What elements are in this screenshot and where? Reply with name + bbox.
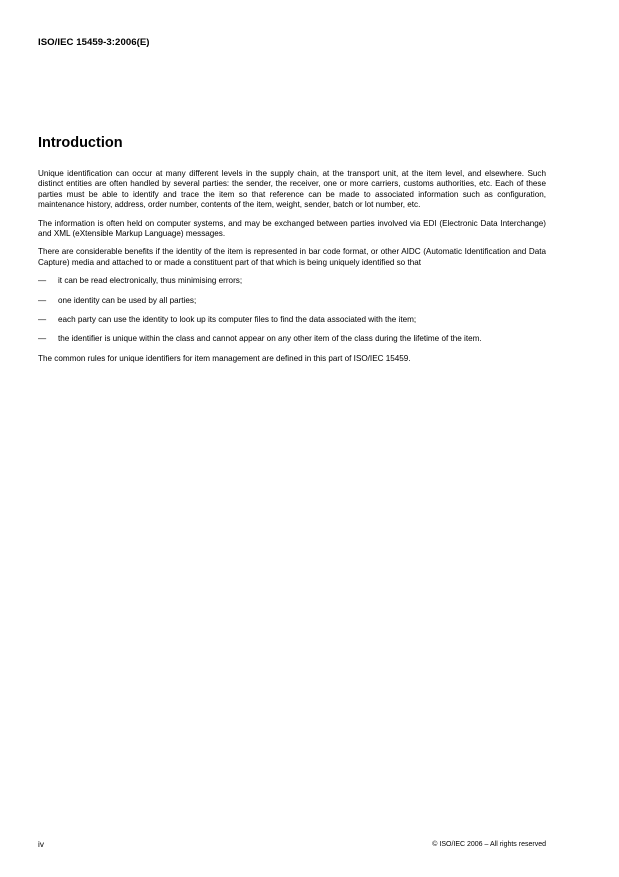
section-title: Introduction	[38, 135, 123, 151]
dash-bullet: —	[38, 295, 47, 305]
dash-bullet: —	[38, 276, 47, 286]
list-item-text: it can be read electronically, thus minimising errors;	[58, 276, 243, 286]
list-item	[38, 334, 546, 344]
document-id-header: ISO/IEC 15459-3:2006(E)	[38, 37, 150, 48]
list-item	[38, 276, 546, 286]
section-body	[38, 169, 546, 372]
benefits-list	[38, 276, 546, 345]
list-item-text: the identifier is unique within the class and cannot appear on any other item of the class during the lifetime of the item.	[58, 334, 482, 344]
dash-bullet: —	[38, 315, 47, 325]
intro-paragraph-1: Unique identification can occur at many different levels in the supply chain, at the transport unit, at the item level, and elsewhere. Such distinct entities are often handled by several parties: the sender, the receiver, one or more carriers, customs authorities, etc. Each of these parties must be able to identify and trace the item so that reference can be made to associated information such as configuration, maintenance history, address, order number, contents of the item, weight, sender, batch or lot number, etc.	[38, 169, 546, 210]
list-item-text: one identity can be used by all parties;	[58, 295, 197, 305]
intro-paragraph-3: There are considerable benefits if the identity of the item is represented in bar code format, or other AIDC (Automatic Identification and Data Capture) media and attached to or made a constituent part of that which is being uniquely identified so that	[38, 247, 546, 267]
list-item	[38, 296, 546, 306]
copyright-notice: © ISO/IEC 2006 – All rights reserved	[432, 841, 546, 848]
closing-paragraph: The common rules for unique identifiers for item management are defined in this part of ISO/IEC 15459.	[38, 353, 411, 363]
list-item	[38, 315, 546, 325]
dash-bullet: —	[38, 334, 47, 344]
list-item-text: each party can use the identity to look up its computer files to find the data associated with the item;	[58, 315, 417, 325]
intro-paragraph-2: The information is often held on computer systems, and may be exchanged between parties involved via EDI (Electronic Data Interchange) and XML (eXtensible Markup Language) messages.	[38, 218, 546, 239]
page-number: iv	[38, 840, 44, 849]
